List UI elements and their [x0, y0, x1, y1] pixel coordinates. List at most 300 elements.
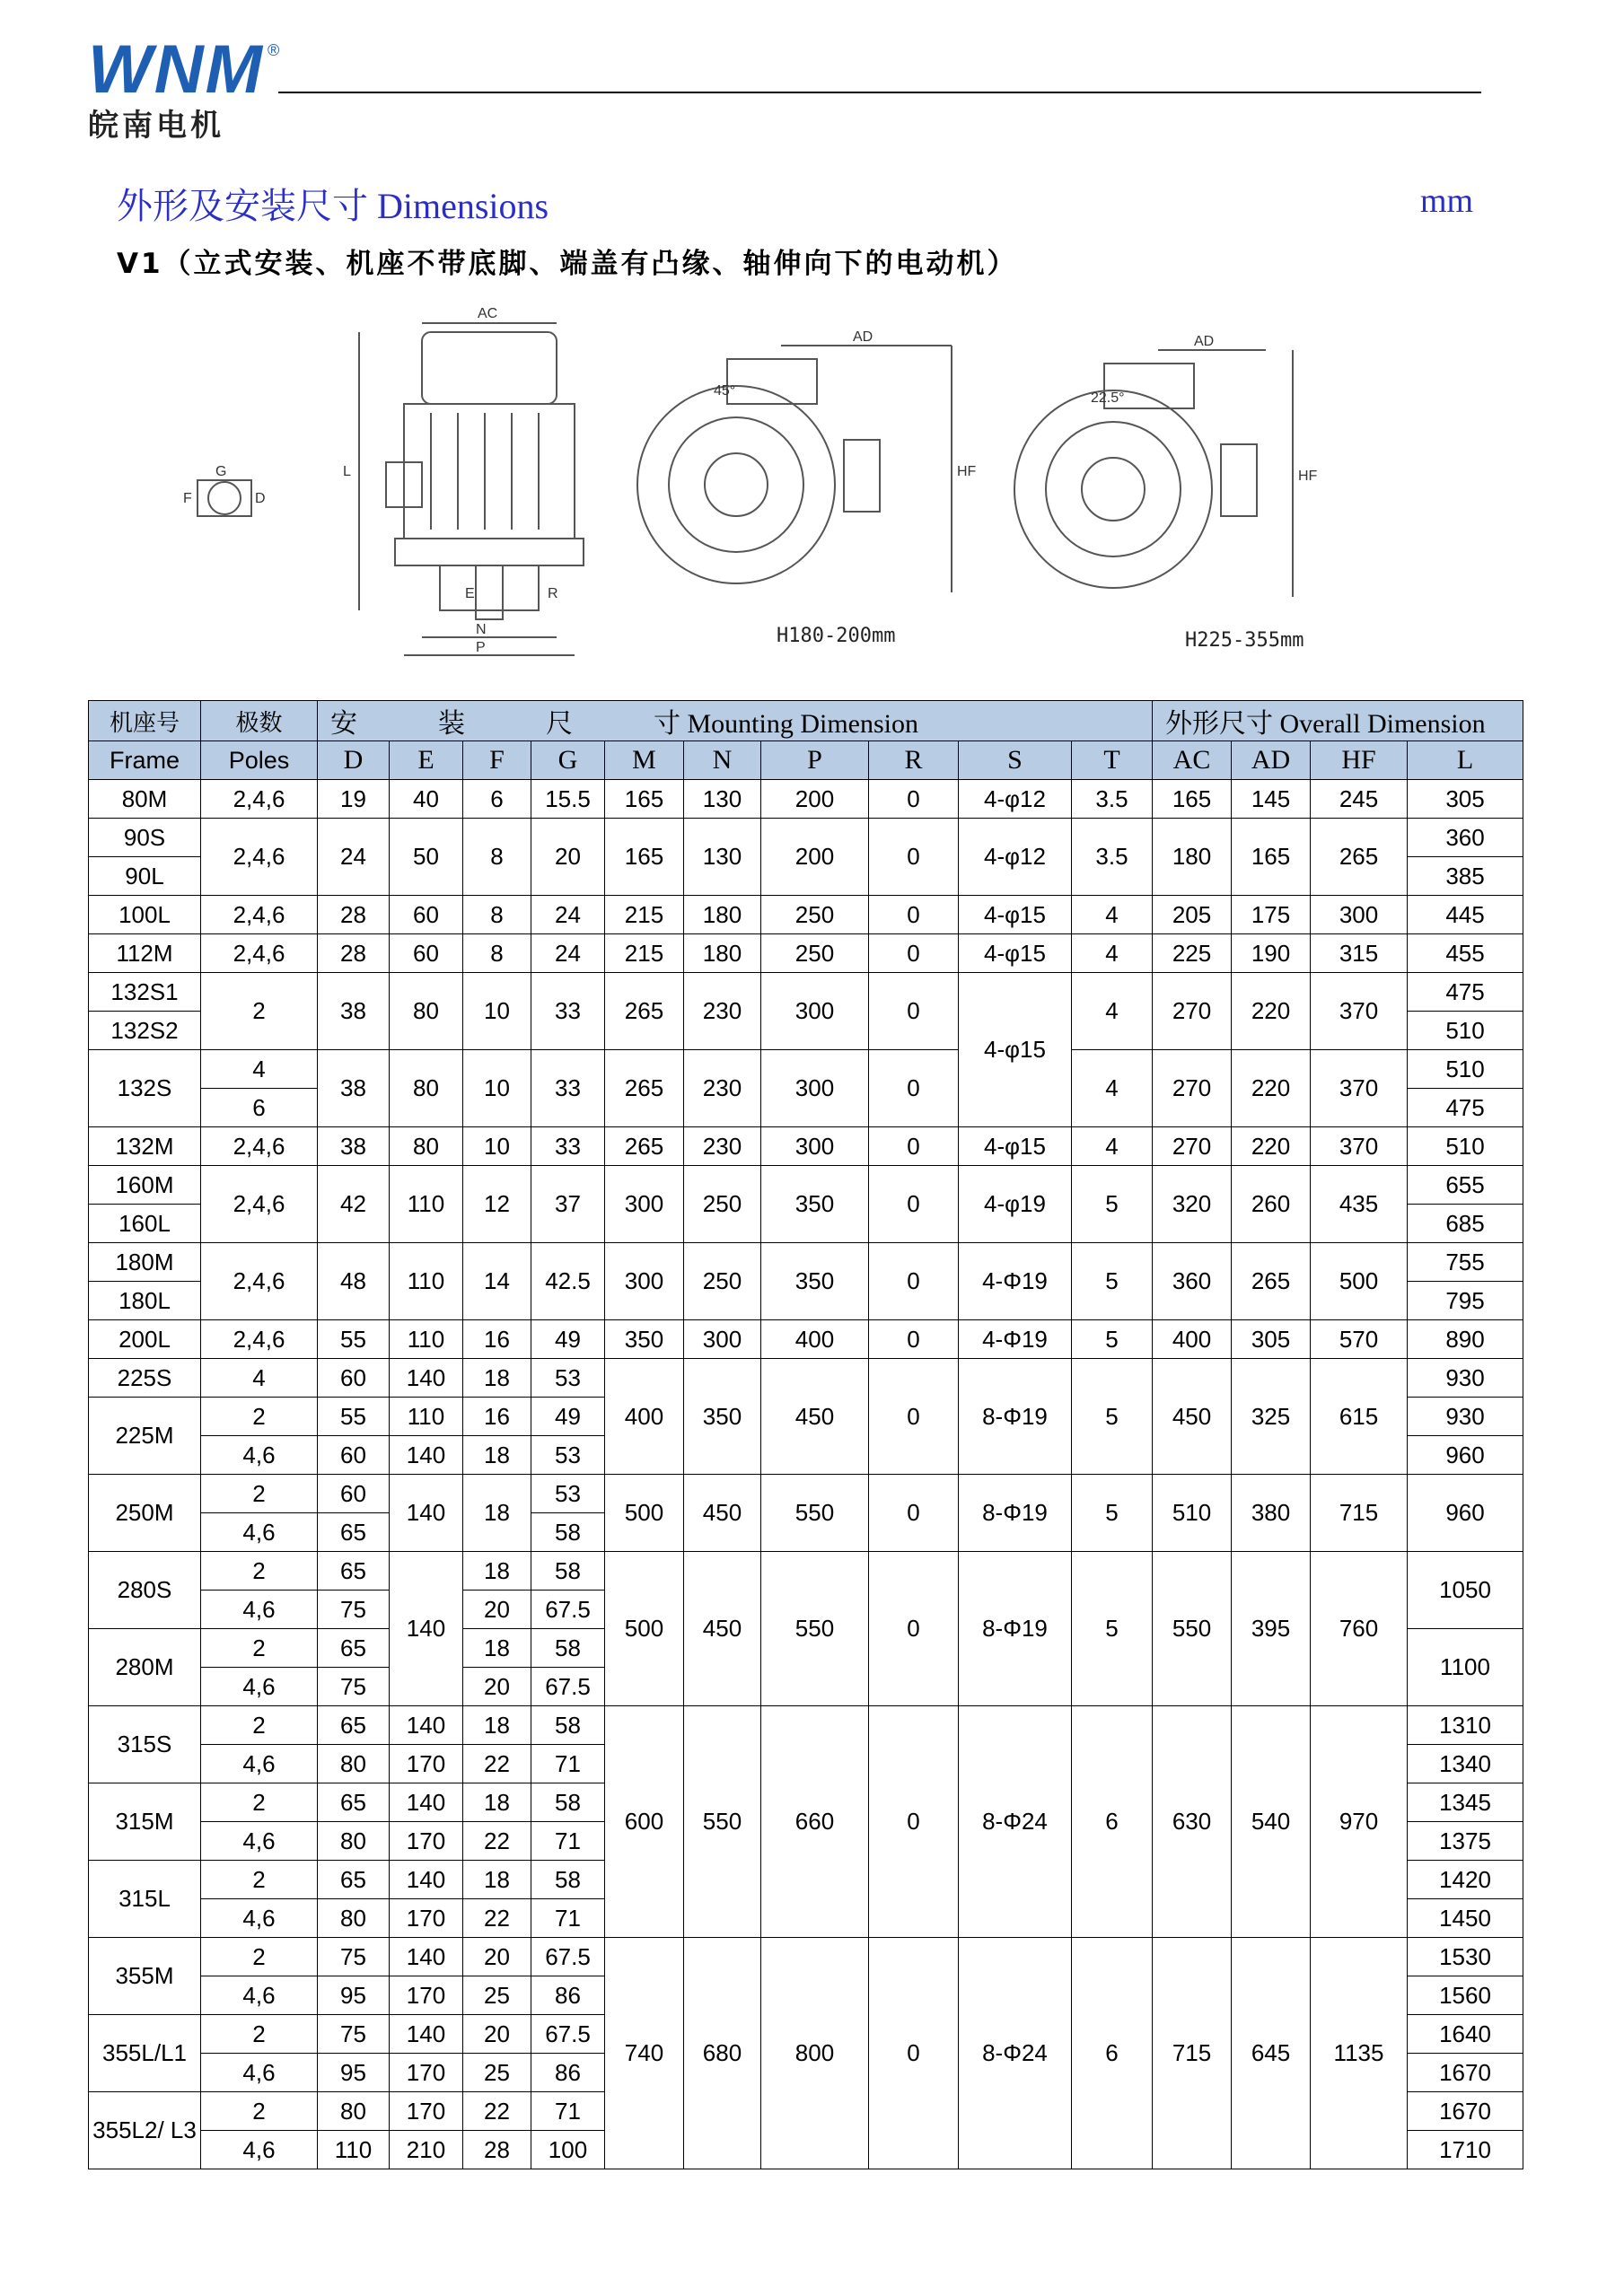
- cell-l: 1670: [1408, 2054, 1523, 2092]
- label-angle-1: 45°: [714, 383, 736, 399]
- cell-s: 4-Φ19: [959, 1320, 1072, 1359]
- cell-e: 140: [390, 1475, 463, 1552]
- cell-l: 930: [1408, 1359, 1523, 1398]
- cell-r: 0: [869, 1243, 959, 1320]
- head-frame-en: Frame: [89, 741, 201, 780]
- side-view-flange: [395, 539, 584, 565]
- cell-poles: 4,6: [201, 2054, 318, 2092]
- cell-n: 250: [684, 1166, 761, 1243]
- cell-d: 28: [318, 896, 390, 934]
- cell-f: 25: [463, 1976, 531, 2015]
- cell-ac: 205: [1153, 896, 1232, 934]
- cell-ad: 380: [1232, 1475, 1311, 1552]
- cell-poles: 4,6: [201, 1513, 318, 1552]
- cell-hf: 970: [1311, 1706, 1408, 1938]
- cell-l: 1310: [1408, 1706, 1523, 1745]
- cell-l: 755: [1408, 1243, 1523, 1282]
- cell-ac: 225: [1153, 934, 1232, 973]
- cell-frame: 132M: [89, 1127, 201, 1166]
- cell-poles: 2: [201, 2092, 318, 2131]
- col-header: L: [1408, 741, 1523, 780]
- cell-l: 1560: [1408, 1976, 1523, 2015]
- cell-poles: 4: [201, 1050, 318, 1089]
- cell-g: 53: [531, 1359, 605, 1398]
- cell-poles: 4,6: [201, 1745, 318, 1783]
- cell-r: 0: [869, 896, 959, 934]
- cell-p: 350: [761, 1166, 869, 1243]
- cell-d: 60: [318, 1436, 390, 1475]
- cell-ad: 260: [1232, 1166, 1311, 1243]
- cell-l: 1710: [1408, 2131, 1523, 2169]
- cell-frame: 280S: [89, 1552, 201, 1629]
- cell-r: 0: [869, 1706, 959, 1938]
- cell-l: 795: [1408, 1282, 1523, 1320]
- cell-d: 110: [318, 2131, 390, 2169]
- cell-t: 6: [1072, 1706, 1153, 1938]
- cell-g: 71: [531, 1822, 605, 1861]
- cell-r: 0: [869, 1127, 959, 1166]
- cell-e: 110: [390, 1398, 463, 1436]
- cell-s: 4-φ15: [959, 973, 1072, 1127]
- cell-f: 10: [463, 1050, 531, 1127]
- label-e: E: [465, 586, 475, 601]
- cell-ad: 220: [1232, 1127, 1311, 1166]
- cell-frame: 160M: [89, 1166, 201, 1205]
- cell-r: 0: [869, 934, 959, 973]
- cell-e: 210: [390, 2131, 463, 2169]
- cell-n: 130: [684, 819, 761, 896]
- cell-poles: 2,4,6: [201, 1243, 318, 1320]
- cell-f: 22: [463, 1745, 531, 1783]
- cell-l: 1100: [1408, 1629, 1523, 1706]
- cell-g: 33: [531, 973, 605, 1050]
- cell-ac: 320: [1153, 1166, 1232, 1243]
- table-row: [89, 934, 1523, 973]
- cell-hf: 370: [1311, 1127, 1408, 1166]
- cell-e: 170: [390, 1899, 463, 1938]
- cell-g: 67.5: [531, 1938, 605, 1976]
- cell-d: 42: [318, 1166, 390, 1243]
- cell-g: 67.5: [531, 1668, 605, 1706]
- cell-d: 80: [318, 1822, 390, 1861]
- cell-t: 3.5: [1072, 780, 1153, 819]
- cell-d: 75: [318, 1591, 390, 1629]
- header-rule: [278, 92, 1481, 93]
- cell-poles: 4: [201, 1359, 318, 1398]
- side-view-fan-cover: [422, 332, 557, 404]
- unit-label: mm: [1420, 182, 1474, 220]
- cell-n: 680: [684, 1938, 761, 2169]
- cell-p: 250: [761, 896, 869, 934]
- cell-poles: 2: [201, 973, 318, 1050]
- cell-n: 230: [684, 1127, 761, 1166]
- table-row: [89, 1127, 1523, 1166]
- col-header: AC: [1153, 741, 1232, 780]
- cell-g: 71: [531, 1745, 605, 1783]
- cell-l: 305: [1408, 780, 1523, 819]
- table-row: [89, 1938, 1523, 1976]
- col-header: T: [1072, 741, 1153, 780]
- cell-m: 165: [605, 819, 684, 896]
- cell-poles: 2,4,6: [201, 896, 318, 934]
- cell-l: 455: [1408, 934, 1523, 973]
- cell-n: 230: [684, 973, 761, 1050]
- label-g: G: [215, 464, 227, 479]
- cell-frame: 100L: [89, 896, 201, 934]
- cell-n: 450: [684, 1475, 761, 1552]
- cell-ac: 180: [1153, 819, 1232, 896]
- cell-hf: 245: [1311, 780, 1408, 819]
- cell-t: 5: [1072, 1552, 1153, 1706]
- cell-ac: 510: [1153, 1475, 1232, 1552]
- cell-l: 510: [1408, 1012, 1523, 1050]
- cell-frame: 132S: [89, 1050, 201, 1127]
- cell-d: 75: [318, 1668, 390, 1706]
- cell-g: 33: [531, 1127, 605, 1166]
- cell-p: 300: [761, 1127, 869, 1166]
- cell-frame: 225M: [89, 1398, 201, 1475]
- cell-s: 8-Φ19: [959, 1475, 1072, 1552]
- cell-f: 16: [463, 1320, 531, 1359]
- cell-r: 0: [869, 1320, 959, 1359]
- cell-poles: 4,6: [201, 1668, 318, 1706]
- cell-e: 170: [390, 1822, 463, 1861]
- cell-n: 300: [684, 1320, 761, 1359]
- cell-e: 80: [390, 1127, 463, 1166]
- cell-frame: 160L: [89, 1205, 201, 1243]
- cell-n: 180: [684, 934, 761, 973]
- cell-poles: 2,4,6: [201, 780, 318, 819]
- label-ad-1: AD: [853, 329, 873, 345]
- cell-hf: 370: [1311, 973, 1408, 1050]
- cell-f: 22: [463, 1822, 531, 1861]
- cell-l: 930: [1408, 1398, 1523, 1436]
- cell-m: 500: [605, 1475, 684, 1552]
- cell-d: 55: [318, 1320, 390, 1359]
- cell-ac: 165: [1153, 780, 1232, 819]
- cell-m: 165: [605, 780, 684, 819]
- cell-m: 265: [605, 973, 684, 1050]
- cell-p: 250: [761, 934, 869, 973]
- cell-p: 350: [761, 1243, 869, 1320]
- col-header: S: [959, 741, 1072, 780]
- cell-t: 6: [1072, 1938, 1153, 2169]
- cell-d: 80: [318, 2092, 390, 2131]
- cell-l: 510: [1408, 1127, 1523, 1166]
- motor-drawings: [162, 296, 1436, 673]
- cell-e: 140: [390, 1359, 463, 1398]
- cell-g: 37: [531, 1166, 605, 1243]
- cell-g: 33: [531, 1050, 605, 1127]
- cell-f: 12: [463, 1166, 531, 1243]
- head-poles-en: Poles: [201, 741, 318, 780]
- cell-s: 4-φ15: [959, 934, 1072, 973]
- cell-f: 25: [463, 2054, 531, 2092]
- cell-poles: 6: [201, 1089, 318, 1127]
- cell-n: 450: [684, 1552, 761, 1706]
- cell-frame: 180L: [89, 1282, 201, 1320]
- cell-d: 60: [318, 1359, 390, 1398]
- cell-hf: 570: [1311, 1320, 1408, 1359]
- cell-hf: 615: [1311, 1359, 1408, 1475]
- cell-f: 22: [463, 1899, 531, 1938]
- cell-poles: 4,6: [201, 1899, 318, 1938]
- cell-frame: 280M: [89, 1629, 201, 1706]
- cell-frame: 315L: [89, 1861, 201, 1938]
- cell-s: 8-Φ19: [959, 1552, 1072, 1706]
- cell-e: 170: [390, 2092, 463, 2131]
- table-row: [89, 973, 1523, 1012]
- cell-hf: 370: [1311, 1050, 1408, 1127]
- cell-t: 5: [1072, 1320, 1153, 1359]
- cell-poles: 2,4,6: [201, 819, 318, 896]
- cell-s: 4-φ19: [959, 1166, 1072, 1243]
- cell-l: 1530: [1408, 1938, 1523, 1976]
- cell-frame: 225S: [89, 1359, 201, 1398]
- cell-ad: 220: [1232, 973, 1311, 1050]
- table-row: [89, 1320, 1523, 1359]
- cell-g: 53: [531, 1475, 605, 1513]
- cell-d: 65: [318, 1629, 390, 1668]
- cell-s: 4-φ15: [959, 896, 1072, 934]
- col-header: R: [869, 741, 959, 780]
- cell-t: 4: [1072, 934, 1153, 973]
- cell-d: 65: [318, 1552, 390, 1591]
- cell-d: 38: [318, 1050, 390, 1127]
- cell-ac: 715: [1153, 1938, 1232, 2169]
- cell-d: 24: [318, 819, 390, 896]
- cell-g: 58: [531, 1861, 605, 1899]
- cell-p: 550: [761, 1475, 869, 1552]
- label-l: L: [343, 464, 351, 479]
- cell-l: 385: [1408, 857, 1523, 896]
- cell-m: 215: [605, 934, 684, 973]
- cell-ad: 265: [1232, 1243, 1311, 1320]
- cell-poles: 4,6: [201, 2131, 318, 2169]
- cell-frame: 132S1: [89, 973, 201, 1012]
- cell-d: 95: [318, 1976, 390, 2015]
- cell-e: 170: [390, 1745, 463, 1783]
- cell-ad: 325: [1232, 1359, 1311, 1475]
- cell-poles: 4,6: [201, 1591, 318, 1629]
- cell-poles: 2,4,6: [201, 1127, 318, 1166]
- cell-ad: 165: [1232, 819, 1311, 896]
- cell-e: 170: [390, 2054, 463, 2092]
- cell-l: 510: [1408, 1050, 1523, 1089]
- cell-l: 1420: [1408, 1861, 1523, 1899]
- page-subtitle: V1（立式安装、机座不带底脚、端盖有凸缘、轴伸向下的电动机）: [117, 248, 1018, 280]
- cell-e: 140: [390, 1706, 463, 1745]
- cell-ad: 305: [1232, 1320, 1311, 1359]
- label-hf-2: HF: [1298, 469, 1318, 484]
- cell-m: 215: [605, 896, 684, 934]
- cell-ad: 540: [1232, 1706, 1311, 1938]
- cell-d: 38: [318, 973, 390, 1050]
- cell-frame: 200L: [89, 1320, 201, 1359]
- cell-s: 8-Φ19: [959, 1359, 1072, 1475]
- cell-f: 22: [463, 2092, 531, 2131]
- cell-g: 86: [531, 1976, 605, 2015]
- cell-ac: 270: [1153, 1127, 1232, 1166]
- label-angle-2: 22.5°: [1091, 390, 1125, 406]
- cell-s: 4-φ15: [959, 1127, 1072, 1166]
- cell-g: 58: [531, 1706, 605, 1745]
- cell-l: 960: [1408, 1475, 1523, 1552]
- cell-g: 53: [531, 1436, 605, 1475]
- cell-l: 1375: [1408, 1822, 1523, 1861]
- cell-n: 550: [684, 1706, 761, 1938]
- cell-d: 65: [318, 1861, 390, 1899]
- cell-ac: 630: [1153, 1706, 1232, 1938]
- cell-e: 110: [390, 1320, 463, 1359]
- cell-s: 8-Φ24: [959, 1938, 1072, 2169]
- cell-s: 8-Φ24: [959, 1706, 1072, 1938]
- flange-view-2: [1014, 390, 1212, 588]
- cell-l: 655: [1408, 1166, 1523, 1205]
- cell-f: 18: [463, 1861, 531, 1899]
- cell-p: 400: [761, 1320, 869, 1359]
- page-title: 外形及安装尺寸 Dimensions: [117, 186, 549, 226]
- cell-g: 58: [531, 1783, 605, 1822]
- cell-t: 4: [1072, 1127, 1153, 1166]
- cell-g: 49: [531, 1398, 605, 1436]
- cell-poles: 2: [201, 1938, 318, 1976]
- cell-f: 20: [463, 1591, 531, 1629]
- cell-d: 28: [318, 934, 390, 973]
- cell-g: 100: [531, 2131, 605, 2169]
- cell-m: 400: [605, 1359, 684, 1475]
- cell-poles: 2: [201, 1861, 318, 1899]
- head-mounting-dimension: 安 装 尺 寸 Mounting Dimension: [318, 701, 1153, 741]
- cell-f: 18: [463, 1629, 531, 1668]
- cell-hf: 1135: [1311, 1938, 1408, 2169]
- cell-f: 20: [463, 2015, 531, 2054]
- cell-g: 67.5: [531, 1591, 605, 1629]
- cell-f: 28: [463, 2131, 531, 2169]
- cell-f: 8: [463, 819, 531, 896]
- table-row: [89, 819, 1523, 857]
- cell-p: 660: [761, 1706, 869, 1938]
- cell-e: 40: [390, 780, 463, 819]
- cell-g: 71: [531, 2092, 605, 2131]
- cell-d: 75: [318, 2015, 390, 2054]
- cell-ac: 400: [1153, 1320, 1232, 1359]
- cell-m: 265: [605, 1050, 684, 1127]
- label-n: N: [476, 622, 487, 637]
- cell-g: 86: [531, 2054, 605, 2092]
- cell-t: 4: [1072, 1050, 1153, 1127]
- cell-n: 130: [684, 780, 761, 819]
- cell-n: 250: [684, 1243, 761, 1320]
- cell-poles: 2,4,6: [201, 1320, 318, 1359]
- flange-view-1: [637, 386, 835, 583]
- label-ac: AC: [478, 306, 498, 321]
- cell-hf: 265: [1311, 819, 1408, 896]
- cell-e: 110: [390, 1166, 463, 1243]
- label-f: F: [183, 491, 192, 506]
- label-hf-1: HF: [957, 464, 977, 479]
- cell-poles: 2: [201, 1629, 318, 1668]
- cell-r: 0: [869, 973, 959, 1050]
- cell-d: 38: [318, 1127, 390, 1166]
- cell-g: 67.5: [531, 2015, 605, 2054]
- cell-frame: 355M: [89, 1938, 201, 2015]
- cell-frame: 355L2/ L3: [89, 2092, 201, 2169]
- cell-frame: 112M: [89, 934, 201, 973]
- cell-t: 5: [1072, 1243, 1153, 1320]
- cell-l: 360: [1408, 819, 1523, 857]
- cell-d: 95: [318, 2054, 390, 2092]
- cell-ad: 190: [1232, 934, 1311, 973]
- cell-m: 300: [605, 1166, 684, 1243]
- cell-n: 230: [684, 1050, 761, 1127]
- cell-hf: 500: [1311, 1243, 1408, 1320]
- cell-m: 265: [605, 1127, 684, 1166]
- cell-m: 500: [605, 1552, 684, 1706]
- cell-poles: 2,4,6: [201, 934, 318, 973]
- cell-frame: 355L/L1: [89, 2015, 201, 2092]
- cell-frame: 132S2: [89, 1012, 201, 1050]
- cell-g: 15.5: [531, 780, 605, 819]
- cell-ad: 175: [1232, 896, 1311, 934]
- cell-r: 0: [869, 1359, 959, 1475]
- cell-e: 80: [390, 973, 463, 1050]
- registered-mark: ®: [268, 41, 280, 59]
- cell-frame: 250M: [89, 1475, 201, 1552]
- cell-e: 140: [390, 1783, 463, 1822]
- cell-f: 6: [463, 780, 531, 819]
- cell-p: 550: [761, 1552, 869, 1706]
- label-r: R: [548, 586, 558, 601]
- cell-g: 49: [531, 1320, 605, 1359]
- cell-g: 42.5: [531, 1243, 605, 1320]
- cell-d: 65: [318, 1513, 390, 1552]
- cell-r: 0: [869, 819, 959, 896]
- cell-t: 4: [1072, 896, 1153, 934]
- cell-r: 0: [869, 1166, 959, 1243]
- cell-poles: 2,4,6: [201, 1166, 318, 1243]
- cell-hf: 315: [1311, 934, 1408, 973]
- table-row: [89, 780, 1523, 819]
- cell-ac: 270: [1153, 973, 1232, 1050]
- cell-l: 475: [1408, 1089, 1523, 1127]
- cell-l: 1345: [1408, 1783, 1523, 1822]
- cell-e: 140: [390, 2015, 463, 2054]
- col-header: D: [318, 741, 390, 780]
- cell-hf: 715: [1311, 1475, 1408, 1552]
- cell-t: 5: [1072, 1359, 1153, 1475]
- cell-f: 8: [463, 896, 531, 934]
- logo-mark: WNM: [88, 31, 264, 108]
- cell-frame: 180M: [89, 1243, 201, 1282]
- cell-poles: 2: [201, 2015, 318, 2054]
- cell-f: 20: [463, 1668, 531, 1706]
- label-ad-2: AD: [1194, 334, 1215, 349]
- table-row: [89, 896, 1523, 934]
- cell-s: 4-φ12: [959, 819, 1072, 896]
- cell-e: 140: [390, 1552, 463, 1706]
- cell-f: 18: [463, 1436, 531, 1475]
- cell-d: 75: [318, 1938, 390, 1976]
- cell-p: 300: [761, 973, 869, 1050]
- table-row: [89, 1475, 1523, 1513]
- cell-ac: 270: [1153, 1050, 1232, 1127]
- cell-ac: 550: [1153, 1552, 1232, 1706]
- cell-r: 0: [869, 1552, 959, 1706]
- cell-n: 350: [684, 1359, 761, 1475]
- cell-l: 1050: [1408, 1552, 1523, 1629]
- col-header: AD: [1232, 741, 1311, 780]
